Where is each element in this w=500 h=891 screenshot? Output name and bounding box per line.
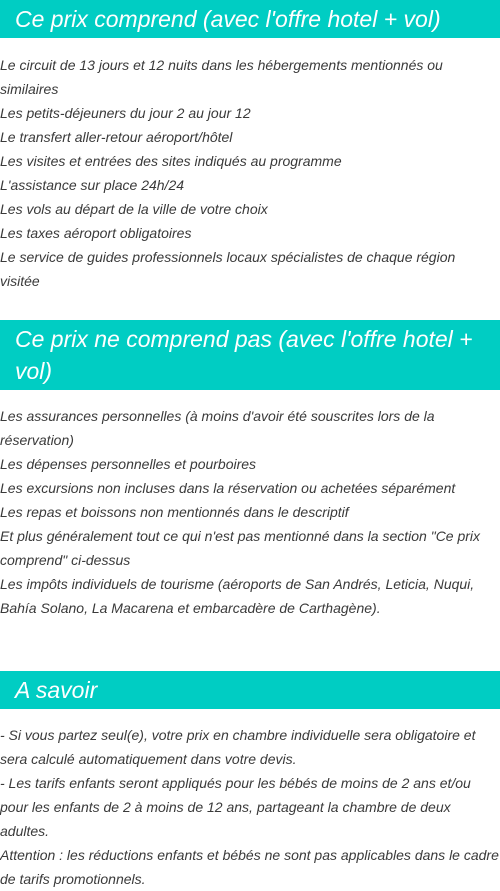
section-header-included: Ce prix comprend (avec l'offre hotel + vol) xyxy=(0,0,500,38)
list-item: Les dépenses personnelles et pourboires xyxy=(0,456,257,472)
section-header-not-included: Ce prix ne comprend pas (avec l'offre hotel + vol) xyxy=(0,320,500,390)
list-item: Et plus généralement tout ce qui n'est pas mentionné dans la section "Ce prix comprend" ci-dessus xyxy=(0,528,481,568)
list-item: Les visites et entrées des sites indiqués au programme xyxy=(0,153,342,169)
list-item: - Les tarifs enfants seront appliqués pour les bébés de moins de 2 ans et/ou pour les enfants de 2 à moins de 12 ans, partageant la chambre de deux adultes. xyxy=(0,775,471,839)
list-item: Les excursions non incluses dans la réservation ou achetées séparément xyxy=(0,480,456,496)
list-item: Les petits-déjeuners du jour 2 au jour 12 xyxy=(0,105,251,121)
list-item: Le circuit de 13 jours et 12 nuits dans les hébergements mentionnés ou similaires xyxy=(0,57,443,97)
not-included-list xyxy=(0,404,498,620)
list-item: Attention : les réductions enfants et bébés ne sont pas applicables dans le cadre de tarifs promotionnels. xyxy=(0,847,499,887)
list-item: Le transfert aller-retour aéroport/hôtel xyxy=(0,129,233,145)
list-item: Le service de guides professionnels locaux spécialistes de chaque région visitée xyxy=(0,249,456,289)
section-header-a-savoir: A savoir xyxy=(0,671,500,709)
list-item: Les vols au départ de la ville de votre choix xyxy=(0,201,268,217)
included-list xyxy=(0,53,498,293)
list-item: Les taxes aéroport obligatoires xyxy=(0,225,192,241)
list-item: - Si vous partez seul(e), votre prix en chambre individuelle sera obligatoire et sera calculé automatiquement dans votre devis. xyxy=(0,727,476,767)
list-item: Les impôts individuels de tourisme (aéroports de San Andrés, Leticia, Nuqui, Bahía Solano, La Macarena et embarcadère de Carthagène). xyxy=(0,576,475,616)
list-item: Les repas et boissons non mentionnés dans le descriptif xyxy=(0,504,349,520)
list-item: Les assurances personnelles (à moins d'avoir été souscrites lors de la réservation) xyxy=(0,408,435,448)
list-item: L'assistance sur place 24h/24 xyxy=(0,177,185,193)
a-savoir-list xyxy=(0,723,500,891)
